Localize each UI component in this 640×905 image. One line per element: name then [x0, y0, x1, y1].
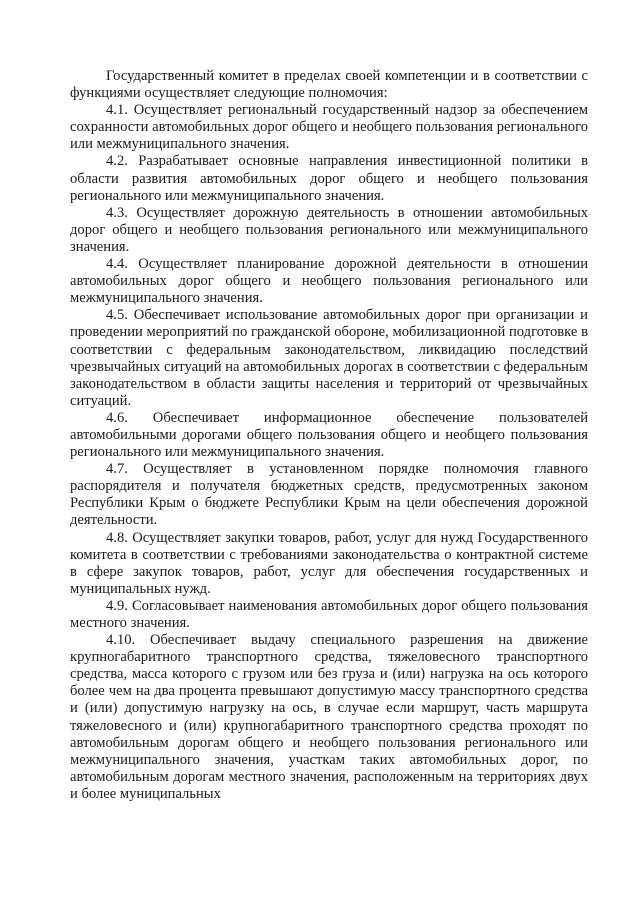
clause-4-7: 4.7. Осуществляет в установленном порядке полномочия главного распорядителя и получателя бюджетных средств, предусмотренных законом Республики Крым о бюджете Республики Крым на цели обеспечения дорожной деятельности.: [70, 461, 588, 529]
clause-4-5: 4.5. Обеспечивает использование автомобильных дорог при организации и проведении мероприятий по гражданской обороне, мобилизационной подготовке в соответствии с федеральным законодательством, ликвидацию последствий чрезвычайных ситуаций на автомобильных дорогах в соответствии с федеральным законодательством в области защиты населения и территорий от чрезвычайных ситуаций.: [70, 307, 588, 409]
clause-4-9: 4.9. Согласовывает наименования автомобильных дорог общего пользования местного значения.: [70, 597, 588, 631]
clause-4-1: 4.1. Осуществляет региональный государственный надзор за обеспечением сохранности автомобильных дорог общего и необщего пользования регионального или межмуниципального значения.: [70, 102, 588, 153]
intro-paragraph: Государственный комитет в пределах своей компетенции и в соответствии с функциями осуществляет следующие полномочия:: [70, 68, 588, 102]
clause-4-2: 4.2. Разрабатывает основные направления инвестиционной политики в области развития автомобильных дорог общего и необщего пользования регионального или межмуниципального значения.: [70, 153, 588, 204]
clause-4-4: 4.4. Осуществляет планирование дорожной деятельности в отношении автомобильных дорог общего и необщего пользования регионального или межмуниципального значения.: [70, 256, 588, 307]
clause-4-3: 4.3. Осуществляет дорожную деятельность в отношении автомобильных дорог общего и необщего пользования регионального или межмуниципального значения.: [70, 204, 588, 255]
clause-4-8: 4.8. Осуществляет закупки товаров, работ, услуг для нужд Государственного комитета в соответствии с требованиями законодательства о контрактной системе в сфере закупок товаров, работ, услуг для обеспечения государственных и муниципальных нужд.: [70, 529, 588, 597]
clause-4-10: 4.10. Обеспечивает выдачу специального разрешения на движение крупногабаритного транспортного средства, тяжеловесного транспортного средства, масса которого с грузом или без груза и (или) нагрузка на ось которого более чем на два процента превышают допустимую массу транспортного средства и (или) допустимую нагрузку на ось, в случае если маршрут, часть маршрута тяжеловесного и (или) крупногабаритного транспортного средства проходят по автомобильным дорогам общего и необщего пользования регионального или межмуниципального значения, участкам таких автомобильных дорог, по автомобильным дорогам местного значения, расположенным на территориях двух и более муниципальных: [70, 632, 588, 802]
clause-4-6: 4.6. Обеспечивает информационное обеспечение пользователей автомобильными дорогами общего пользования общего и необщего пользования регионального или межмуниципального значения.: [70, 409, 588, 461]
document-page: [70, 68, 588, 803]
